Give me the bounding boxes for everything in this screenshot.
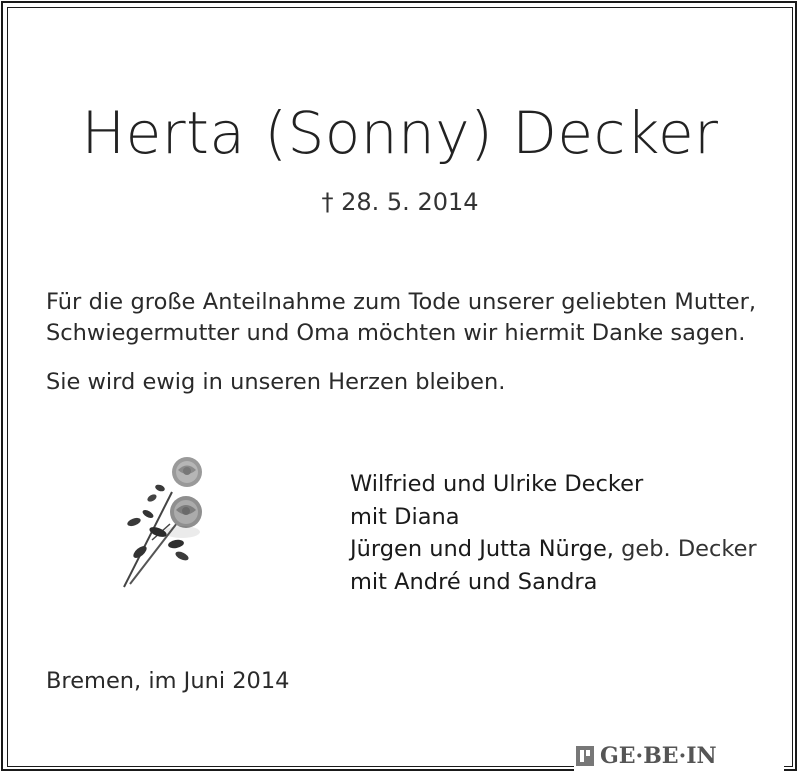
family-line-4: mit André und Sandra bbox=[350, 568, 598, 595]
family-line-2: mit Diana bbox=[350, 503, 460, 530]
deceased-name: Herta (Sonny) Decker bbox=[81, 99, 719, 167]
thanks-line-1: Für die große Anteilnahme zum Tode unserer geliebten Mutter, bbox=[46, 289, 756, 315]
family-line-3-suffix: geb. Decker bbox=[613, 536, 757, 562]
rose-icon bbox=[112, 452, 222, 592]
thanks-line-2: Schwiegermutter und Oma möchten wir hiermit Danke sagen. bbox=[46, 320, 746, 346]
family-line-1: Wilfried und Ulrike Decker bbox=[350, 471, 644, 497]
logo-mark-icon bbox=[574, 744, 596, 768]
death-date: † 28. 5. 2014 bbox=[321, 188, 479, 216]
logo-text: GE·BE·IN bbox=[600, 743, 717, 769]
publisher-logo bbox=[574, 740, 784, 772]
family-line-3-main: Jürgen und Jutta Nürge, bbox=[350, 536, 614, 562]
family-signatures bbox=[350, 468, 757, 598]
thanks-paragraph bbox=[46, 287, 756, 349]
place-date: Bremen, im Juni 2014 bbox=[46, 668, 290, 694]
remembrance-text: Sie wird ewig in unseren Herzen bleiben. bbox=[46, 369, 506, 395]
family-line-3 bbox=[350, 533, 757, 566]
